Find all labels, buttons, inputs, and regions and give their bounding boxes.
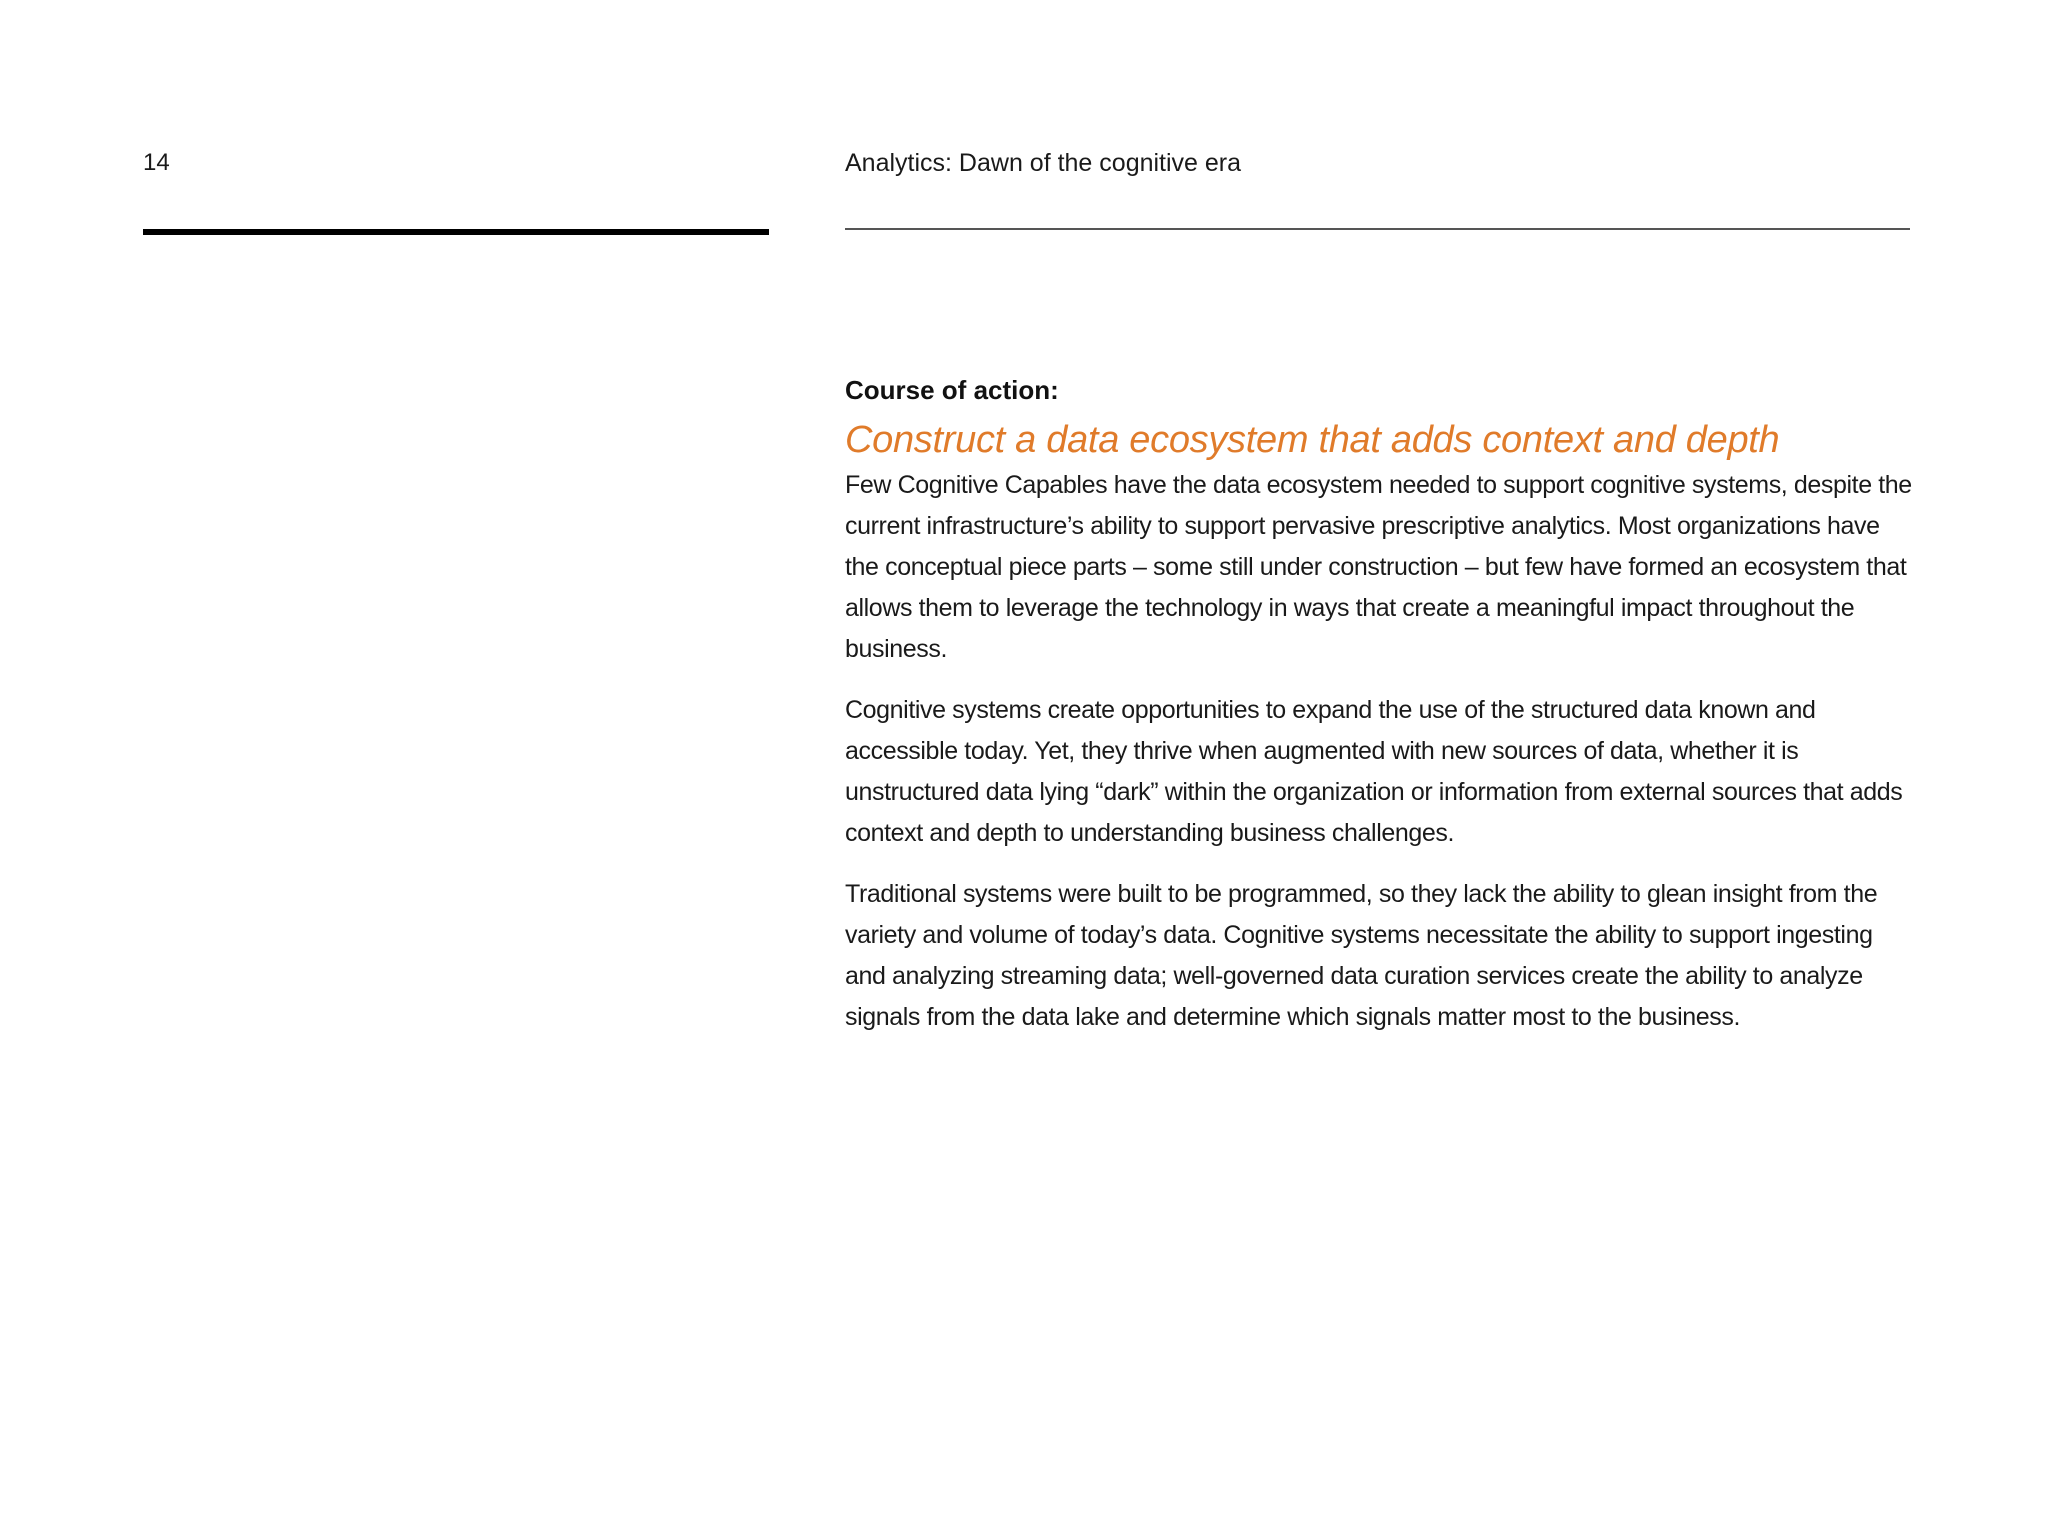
body-paragraph-3: Traditional systems were built to be programmed, so they lack the ability to glean insight from the variety and volume of today’s data. Cognitive systems necessitate the ability to support ingesting and analyzing streaming data; well-governed data curation services create the ability to analyze signals from the data lake and determine which signals matter most to the business. [845, 880, 1878, 1031]
section-kicker: Course of action: [845, 375, 1059, 405]
body-paragraph-2: Cognitive systems create opportunities to expand the use of the structured data known and accessible today. Yet, they thrive when augmented with new sources of data, whether it is unstructured data lying “dark” within the organization or information from external sources that adds context and depth to understanding business challenges. [845, 696, 1903, 847]
running-title: Analytics: Dawn of the cognitive era [845, 149, 1242, 177]
right-divider-rule [845, 228, 1910, 230]
section-headline: Construct a data ecosystem that adds context and depth [845, 419, 1780, 461]
page-number: 14 [143, 149, 170, 176]
main-content [845, 373, 1915, 1058]
left-divider-rule [143, 229, 769, 235]
body-paragraph-1: Few Cognitive Capables have the data ecosystem needed to support cognitive systems, despite the current infrastructure’s ability to support pervasive prescriptive analytics. Most organizations have the conceptual piece parts – some still under construction – but few have formed an ecosystem that allows them to leverage the technology in ways that create a meaningful impact throughout the business. [845, 471, 1912, 663]
